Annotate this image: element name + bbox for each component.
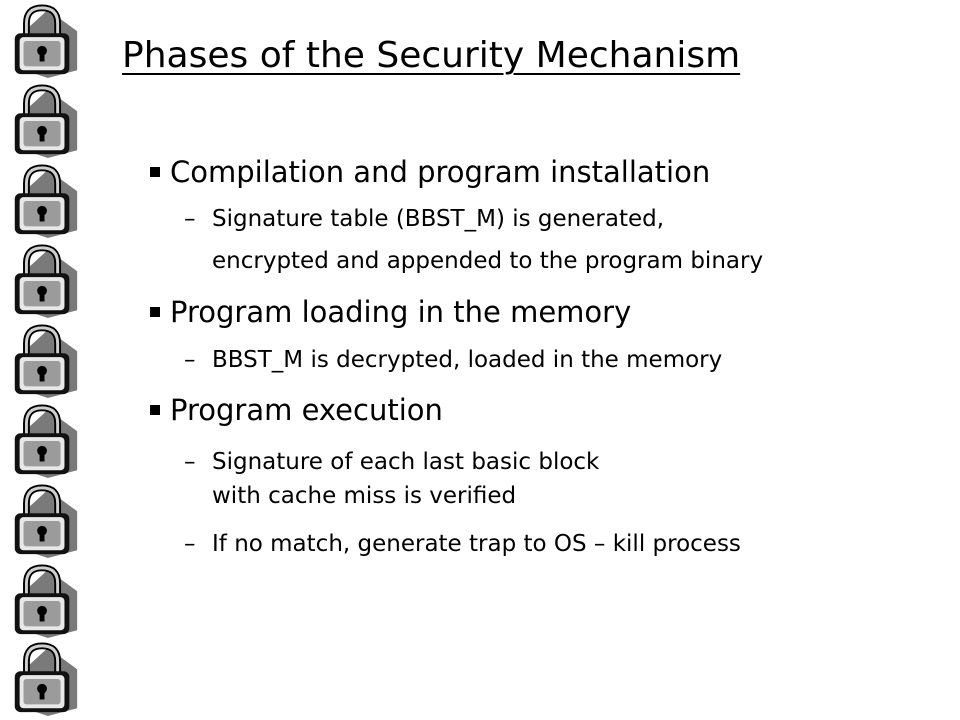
padlock-icon	[4, 162, 84, 240]
bullet-marker	[150, 167, 160, 177]
padlock-icon	[4, 2, 84, 80]
sub-bullet-line: BBST_M is decrypted, loaded in the memory	[212, 347, 723, 373]
padlock-icon	[4, 82, 84, 160]
padlock-icon	[4, 402, 84, 480]
bullet-marker	[150, 405, 160, 415]
padlock-icon	[4, 482, 84, 560]
padlock-icon	[4, 322, 84, 400]
sub-bullet-line: encrypted and appended to the program binary	[212, 248, 764, 274]
sub-bullet-line: Signature of each last basic block	[212, 449, 600, 475]
slide-title: Phases of the Security Mechanism	[122, 35, 741, 76]
padlock-icon	[4, 242, 84, 320]
dash-marker: –	[184, 347, 196, 373]
padlock-border	[0, 0, 90, 720]
bullet-marker	[150, 307, 160, 317]
padlock-icon	[4, 562, 84, 640]
dash-marker: –	[184, 531, 196, 557]
sub-bullet-line: If no match, generate trap to OS – kill process	[212, 531, 741, 557]
sub-bullet-line: with cache miss is verified	[212, 483, 517, 509]
dash-marker: –	[184, 449, 196, 475]
dash-marker: –	[184, 206, 196, 232]
sub-bullet-line: Signature table (BBST_M) is generated,	[212, 206, 665, 232]
bullet-program-execution: Program execution	[170, 393, 443, 427]
padlock-icon	[4, 640, 84, 718]
bullet-program-loading: Program loading in the memory	[170, 295, 632, 329]
bullet-compilation: Compilation and program installation	[170, 155, 711, 189]
